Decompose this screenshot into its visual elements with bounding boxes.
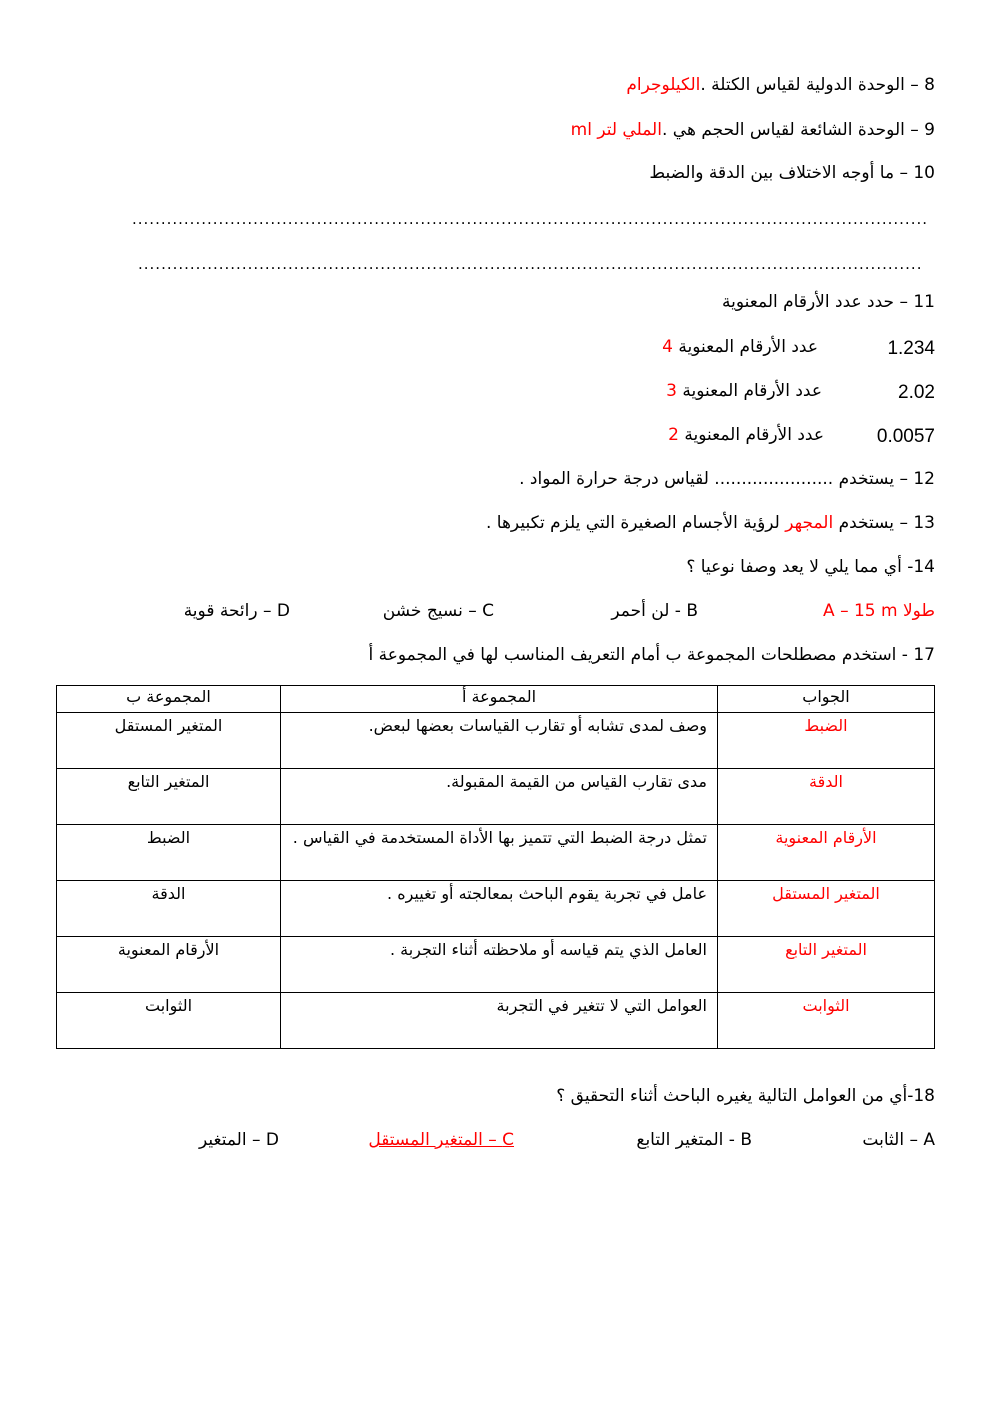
question-18-option-c[interactable] [368, 1128, 514, 1152]
question-11 [60, 290, 935, 314]
sig-figs-number: 2.02 [898, 382, 935, 403]
answer-cell[interactable]: الأرقام المعنوية [718, 825, 935, 881]
term-cell: الأرقام المعنوية [57, 937, 281, 993]
question-14-option-b[interactable] [611, 599, 698, 623]
question-13 [60, 511, 935, 535]
question-12-text: 12 – يستخدم ...................... لقياس درجة حرارة المواد . [519, 469, 935, 489]
definition-cell: مدى تقارب القياس من القيمة المقبولة. [281, 769, 718, 825]
question-13-before: 13 – يستخدم [833, 513, 935, 533]
question-9 [60, 118, 935, 142]
term-cell: الثوابت [57, 993, 281, 1049]
term-cell: المتغير المستقل [57, 713, 281, 769]
sig-figs-number: 1.234 [887, 338, 935, 359]
sig-figs-label: عدد الأرقام المعنوية [682, 381, 822, 401]
term-cell: الدقة [57, 881, 281, 937]
sig-figs-answer: 2 [668, 425, 679, 445]
option-a-label: A – الثابت [862, 1130, 935, 1150]
term-cell: الضبط [57, 825, 281, 881]
table-row [57, 881, 935, 937]
table-row [57, 825, 935, 881]
sig-figs-answer: 4 [662, 337, 673, 357]
option-b-label: B - لن أحمر [611, 601, 698, 621]
option-a-label: A – 15 m طولا [823, 601, 935, 621]
definition-cell: وصف لمدى تشابه أو تقارب القياسات بعضها لبعض. [281, 713, 718, 769]
answer-cell[interactable]: الدقة [718, 769, 935, 825]
question-10 [60, 161, 935, 185]
sig-figs-number: 0.0057 [876, 426, 935, 447]
sig-figs-row-1 [662, 335, 818, 359]
question-10-text: 10 – ما أوجه الاختلاف بين الدقة والضبط [649, 163, 935, 183]
question-9-answer: الملي لتر ml [570, 120, 662, 140]
question-13-answer: المجهر [785, 513, 834, 533]
question-18 [60, 1084, 935, 1108]
question-8-text: 8 – الوحدة الدولية لقياس الكتلة . [700, 75, 935, 95]
question-12 [60, 467, 935, 491]
answer-cell[interactable]: الثوابت [718, 993, 935, 1049]
answer-blank-line-1[interactable]: .......................................................................................................................................... [132, 210, 928, 228]
question-14-option-d[interactable] [184, 599, 290, 623]
option-b-label: B - المتغير التابع [636, 1130, 752, 1150]
sig-figs-row-3 [668, 423, 824, 447]
matching-table [56, 685, 935, 1049]
definition-cell: عامل في تجربة يقوم الباحث بمعالجته أو تغييره . [281, 881, 718, 937]
question-18-text: 18-أي من العوامل التالية يغيره الباحث أثناء التحقيق ؟ [556, 1086, 935, 1106]
question-18-option-a[interactable] [862, 1128, 935, 1152]
question-17 [60, 643, 935, 667]
table-row [57, 713, 935, 769]
table-row [57, 937, 935, 993]
definition-cell: تمثل درجة الضبط التي تتميز بها الأداة المستخدمة في القياس . [281, 825, 718, 881]
question-18-option-d[interactable] [199, 1128, 279, 1152]
question-9-text: 9 – الوحدة الشائعة لقياس الحجم هي . [661, 120, 935, 140]
definition-cell: العوامل التي لا تتغير في التجربة [281, 993, 718, 1049]
question-13-after: لرؤية الأجسام الصغيرة التي يلزم تكبيرها . [485, 513, 786, 533]
sig-figs-label: عدد الأرقام المعنوية [678, 337, 818, 357]
question-18-option-b[interactable] [636, 1128, 752, 1152]
question-14-text: 14- أي مما يلي لا يعد وصفا نوعيا ؟ [686, 557, 935, 577]
header-group-a: المجموعة أ [281, 686, 718, 713]
question-14-option-c[interactable] [383, 599, 494, 623]
question-14-option-a[interactable] [823, 599, 935, 623]
sig-figs-answer: 3 [666, 381, 677, 401]
table-row [57, 769, 935, 825]
option-c-label: C – المتغير المستقل [368, 1130, 514, 1150]
sig-figs-label: عدد الأرقام المعنوية [684, 425, 824, 445]
question-8-answer: الكيلوجرام [626, 75, 701, 95]
question-8 [60, 73, 935, 97]
answer-blank-line-2[interactable]: ........................................................................................................................................ [138, 255, 923, 273]
answer-cell[interactable]: المتغير التابع [718, 937, 935, 993]
answer-cell[interactable]: الضبط [718, 713, 935, 769]
term-cell: المتغير التابع [57, 769, 281, 825]
definition-cell: العامل الذي يتم قياسه أو ملاحظته أثناء التجربة . [281, 937, 718, 993]
question-11-text: 11 – حدد عدد الأرقام المعنوية [722, 292, 935, 312]
header-group-b: المجموعة ب [57, 686, 281, 713]
option-d-label: D – رائحة قوية [183, 601, 290, 621]
table-header-row [57, 686, 935, 713]
option-d-label: D – المتغير [199, 1130, 279, 1150]
question-17-text: 17 - استخدم مصطلحات المجموعة ب أمام التعريف المناسب لها في المجموعة أ [368, 645, 935, 665]
option-c-label: C – نسيج خشن [382, 601, 494, 621]
question-14 [60, 555, 935, 579]
answer-cell[interactable]: المتغير المستقل [718, 881, 935, 937]
table-row [57, 993, 935, 1049]
sig-figs-row-2 [666, 379, 822, 403]
header-answer: الجواب [718, 686, 935, 713]
